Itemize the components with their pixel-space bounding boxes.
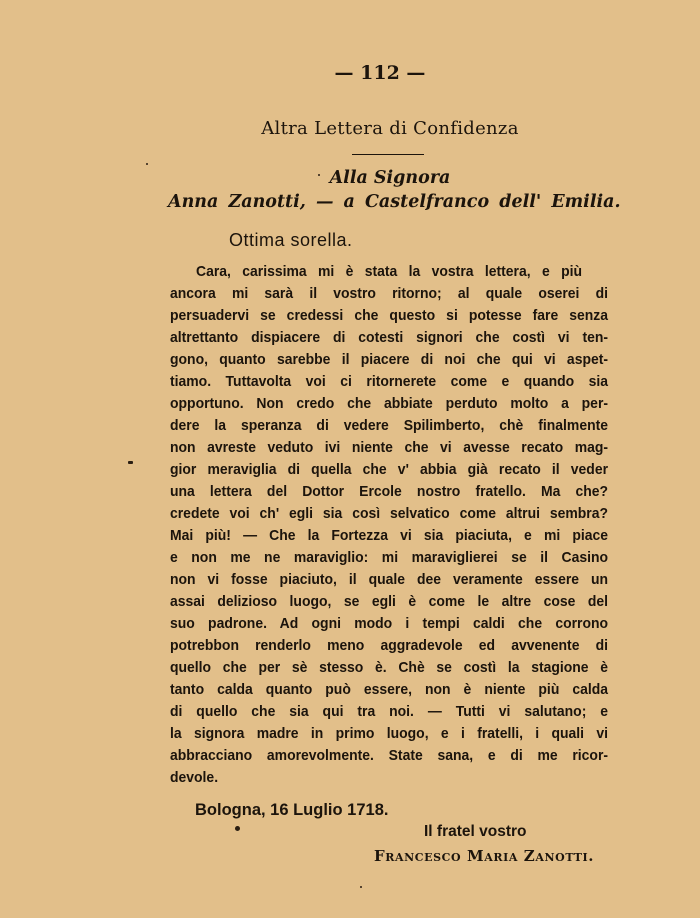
salutation: Ottima sorella. (229, 230, 353, 250)
body-line: persuadervi se credessi che questo si potesse fare senza (170, 307, 609, 324)
ink-speck (128, 461, 133, 464)
ink-speck (360, 886, 362, 888)
body-line: altrettanto dispiacere di cotesti signori che costì vi ten- (170, 329, 609, 346)
body-line: quello che per sè stesso è. Chè se costì la stagione è (170, 659, 609, 676)
body-line: ancora mi sarà il vostro ritorno; al quale oserei di (170, 285, 609, 302)
body-line: Cara, carissima mi è stata la vostra lettera, e più (196, 263, 582, 280)
body-line: e non me ne maraviglio: mi maraviglierei se il Casino (170, 549, 609, 566)
letter-closing: Il fratel vostro (424, 823, 527, 840)
ink-speck (318, 174, 320, 176)
body-line: gior meraviglia di quella che v' abbia già recato il veder (170, 461, 609, 478)
letter-signature: Francesco Maria Zanotti. (374, 847, 595, 865)
body-line: Mai più! — Che la Fortezza vi sia piaciuta, e mi piace (170, 527, 609, 544)
body-line: suo padrone. Ad ogni modo i tempi caldi che corrono (170, 615, 609, 632)
body-line: opportuno. Non credo che abbiate perduto molto a per- (170, 395, 609, 412)
body-line: devole. (170, 769, 219, 786)
ink-speck (235, 826, 240, 831)
page-number: — 112 — (334, 62, 426, 84)
body-line: la signora madre in primo luogo, e i fratelli, i quali vi (170, 725, 609, 742)
address-line-2: Anna Zanotti, — a Castelfranco dell' Emilia. (168, 192, 621, 212)
body-line: dere la speranza di vedere Spilimberto, chè finalmente (170, 417, 609, 434)
ink-speck (146, 163, 148, 165)
address-line-1: Alla Signora (329, 168, 451, 188)
body-line: non avreste veduto ivi niente che vi avesse recato mag- (170, 439, 609, 456)
body-line: tiamo. Tuttavolta voi ci ritornerete come e quando sia (170, 373, 609, 390)
letter-title: Altra Lettera di Confidenza (261, 118, 519, 139)
body-line: potrebbon renderlo meno aggradevole ed avvenente di (170, 637, 609, 654)
body-line: non vi fosse piaciuto, il quale dee veramente essere un (170, 571, 609, 588)
body-line: una lettera del Dottor Ercole nostro fratello. Ma che? (170, 483, 609, 500)
body-line: abbracciano amorevolmente. State sana, e di me ricor- (170, 747, 609, 764)
title-rule (352, 154, 424, 155)
body-line: tanto calda quanto può essere, non è niente più calda (170, 681, 609, 698)
body-line: di quello che sia qui tra noi. — Tutti vi salutano; e (170, 703, 609, 720)
letter-date: Bologna, 16 Luglio 1718. (195, 801, 389, 819)
body-line: gono, quanto sarebbe il piacere di noi che qui vi aspet- (170, 351, 609, 368)
body-line: assai delizioso luogo, se egli è come le altre cose del (170, 593, 609, 610)
letter-body (170, 261, 609, 789)
body-line: credete voi ch' egli sia così selvatico come altrui sembra? (170, 505, 609, 522)
